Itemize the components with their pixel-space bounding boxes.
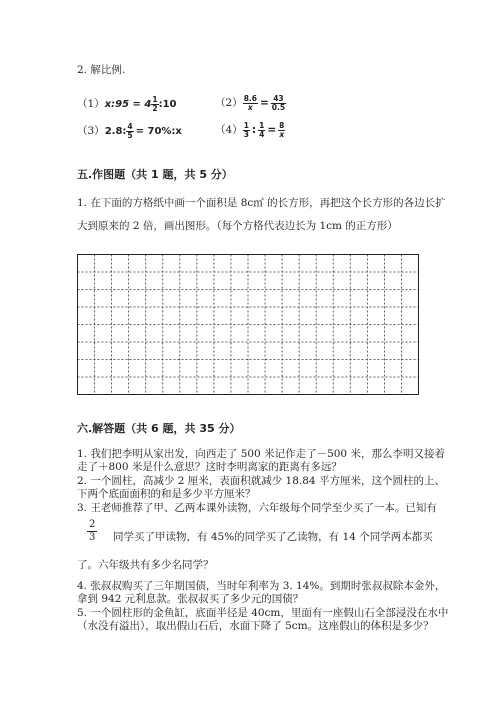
fraction-numerator: 2 (89, 519, 96, 530)
problem-3-text-a: 2.8: (104, 126, 127, 137)
section-5-q1-line1: 1. 在下面的方格纸中画一个面积是 8c㎡ 的长方形，再把这个长方形的各边长扩 (77, 197, 446, 209)
fraction-denominator: 0.5 (271, 102, 286, 112)
fraction-numerator: 4 (127, 122, 133, 131)
problem-3 (77, 123, 182, 139)
problem-2-fraction-right (271, 95, 286, 111)
problem-1-text-a: x:95 = 4 (104, 99, 152, 110)
fraction-denominator: 3 (89, 532, 96, 543)
section-6-line-1: 1. 我们把李明从家出发，向西走了 500 米记作走了－500 米，那么李明又接着 (77, 448, 445, 460)
fraction-numerator: 1 (259, 121, 265, 130)
problem-1-mixed-fraction (151, 96, 158, 112)
problem-4-fraction-3 (278, 122, 285, 138)
question-2-title: 2. 解比例. (77, 64, 126, 76)
problem-3-text-b: = 70%:x (135, 126, 182, 137)
problem-4 (215, 122, 285, 138)
fraction-numerator: 1 (152, 95, 158, 104)
fraction-denominator: x (279, 129, 285, 139)
section-6-line-6: 4. 张叔叔购买了三年期国债，当时年利率为 3. 14%。到期时张叔叔除本金外， (77, 580, 446, 592)
two-thirds-fraction (87, 520, 97, 543)
problem-2-label: （2） (215, 97, 243, 109)
problem-2-equals: = (259, 97, 269, 109)
fraction-denominator: x (247, 102, 253, 112)
section-6-heading: 六.解答题（共 6 题，共 35 分） (77, 422, 241, 435)
fraction-denominator: 4 (259, 129, 265, 139)
problem-1-text-b: :10 (158, 99, 177, 110)
section-5-heading: 五.作图题（共 1 题，共 5 分） (77, 168, 233, 181)
section-6-line-2: 走了＋800 米是什么意思？这时李明离家的距离有多远？ (77, 461, 342, 473)
fraction-denominator: 5 (127, 130, 133, 140)
problem-2 (215, 95, 286, 111)
fraction-denominator: 2 (152, 103, 158, 113)
problem-4-label: （4） (215, 124, 243, 136)
section-6-line-9: （水没有溢出），取出假山石后，水面下降了 5cm。这座假山的体积是多少？ (77, 620, 434, 632)
fraction-numerator: 8.6 (243, 94, 257, 103)
problem-3-fraction (126, 123, 133, 139)
section-5-q1-line2: 大到原来的 2 倍，画出图形。（每个方格代表边长为 1cm 的正方形） (77, 220, 398, 232)
problem-3-label: （3） (77, 125, 105, 137)
problem-1 (77, 96, 177, 112)
section-6-line-after-fraction: 同学买了甲读物，有 45%的同学买了乙读物，有 14 个同学两本都买 (113, 531, 433, 543)
problem-2-fraction-left (243, 95, 258, 111)
section-6-line-4: 下两个底面面积的和是多少平方厘米？ (77, 488, 256, 500)
problem-1-label: （1） (77, 98, 105, 110)
section-6-line-7: 拿到 942 元利息款。张叔叔买了多少元的国债？ (77, 593, 304, 605)
section-6-line-8: 5. 一个圆柱形的金鱼缸，底面半径是 40cm，里面有一座假山石全部浸没在水中 (77, 607, 449, 619)
graph-paper-grid[interactable] (77, 254, 419, 396)
section-6-line-3: 2. 一个圆柱，高减少 2 厘米，表面积就减少 18.84 平方厘米，这个圆柱的上、 (77, 475, 445, 487)
section-6-line-5: 3. 王老师推荐了甲、乙两本课外读物，六年级每个同学至少买了一本。已知有 (77, 502, 437, 514)
problem-4-equals: = (267, 124, 277, 136)
section-6-line-continued: 了。六年级共有多少名同学？ (77, 559, 214, 571)
fraction-numerator: 1 (243, 121, 249, 130)
fraction-numerator: 43 (271, 95, 286, 104)
fraction-denominator: 3 (243, 129, 249, 139)
fraction-numerator: 8 (279, 121, 285, 130)
problem-4-colon: : (251, 124, 257, 136)
problem-4-fraction-1 (243, 122, 250, 138)
